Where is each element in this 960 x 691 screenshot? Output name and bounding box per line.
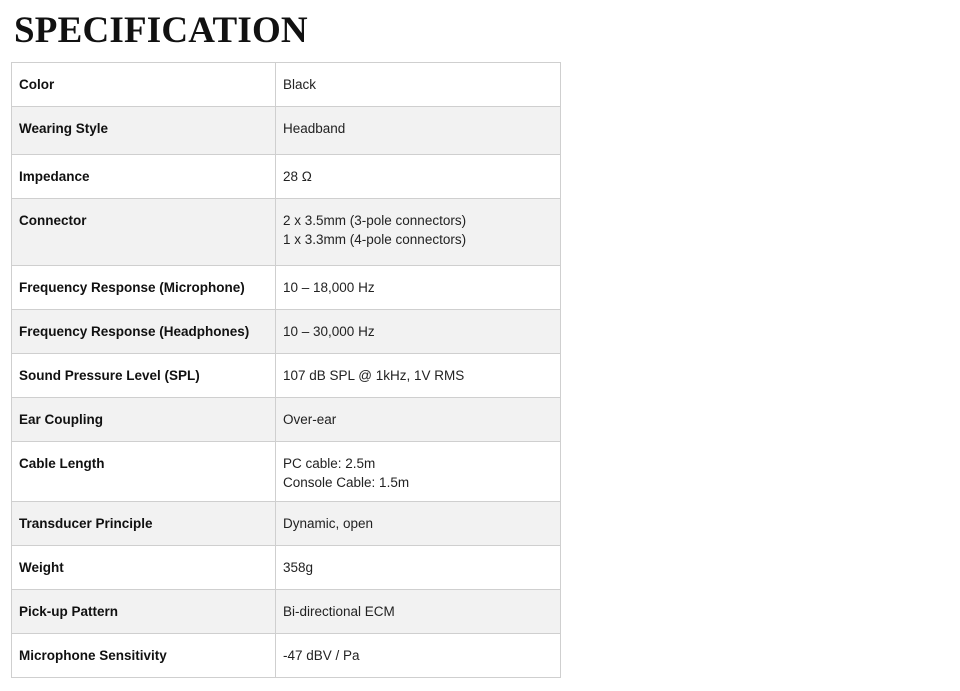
spec-label: Connector — [12, 199, 276, 266]
spec-value: 10 – 18,000 Hz — [276, 266, 561, 310]
spec-value: -47 dBV / Pa — [276, 634, 561, 678]
spec-value: 28 Ω — [276, 155, 561, 199]
table-row — [12, 107, 561, 155]
spec-value: Headband — [276, 107, 561, 155]
spec-value: 2 x 3.5mm (3-pole connectors) 1 x 3.3mm (4-pole connectors) — [276, 199, 561, 266]
spec-label: Color — [12, 63, 276, 107]
spec-value: 107 dB SPL @ 1kHz, 1V RMS — [276, 354, 561, 398]
spec-label: Frequency Response (Microphone) — [12, 266, 276, 310]
spec-label: Impedance — [12, 155, 276, 199]
table-row — [12, 354, 561, 398]
spec-value: Dynamic, open — [276, 502, 561, 546]
table-row — [12, 502, 561, 546]
spec-label: Frequency Response (Headphones) — [12, 310, 276, 354]
table-row — [12, 310, 561, 354]
spec-value: Bi-directional ECM — [276, 590, 561, 634]
spec-label: Transducer Principle — [12, 502, 276, 546]
spec-value: 358g — [276, 546, 561, 590]
table-row — [12, 634, 561, 678]
spec-value: PC cable: 2.5m Console Cable: 1.5m — [276, 442, 561, 502]
table-row — [12, 266, 561, 310]
spec-label: Cable Length — [12, 442, 276, 502]
spec-label: Weight — [12, 546, 276, 590]
table-row — [12, 155, 561, 199]
spec-label: Microphone Sensitivity — [12, 634, 276, 678]
table-row — [12, 63, 561, 107]
spec-value: Over-ear — [276, 398, 561, 442]
table-row — [12, 398, 561, 442]
table-row — [12, 442, 561, 502]
spec-value: 10 – 30,000 Hz — [276, 310, 561, 354]
table-row — [12, 590, 561, 634]
spec-label: Pick-up Pattern — [12, 590, 276, 634]
table-row — [12, 546, 561, 590]
page-title: SPECIFICATION — [14, 10, 308, 51]
spec-label: Wearing Style — [12, 107, 276, 155]
spec-label: Ear Coupling — [12, 398, 276, 442]
spec-label: Sound Pressure Level (SPL) — [12, 354, 276, 398]
specification-table — [11, 62, 561, 678]
spec-value: Black — [276, 63, 561, 107]
table-row — [12, 199, 561, 266]
